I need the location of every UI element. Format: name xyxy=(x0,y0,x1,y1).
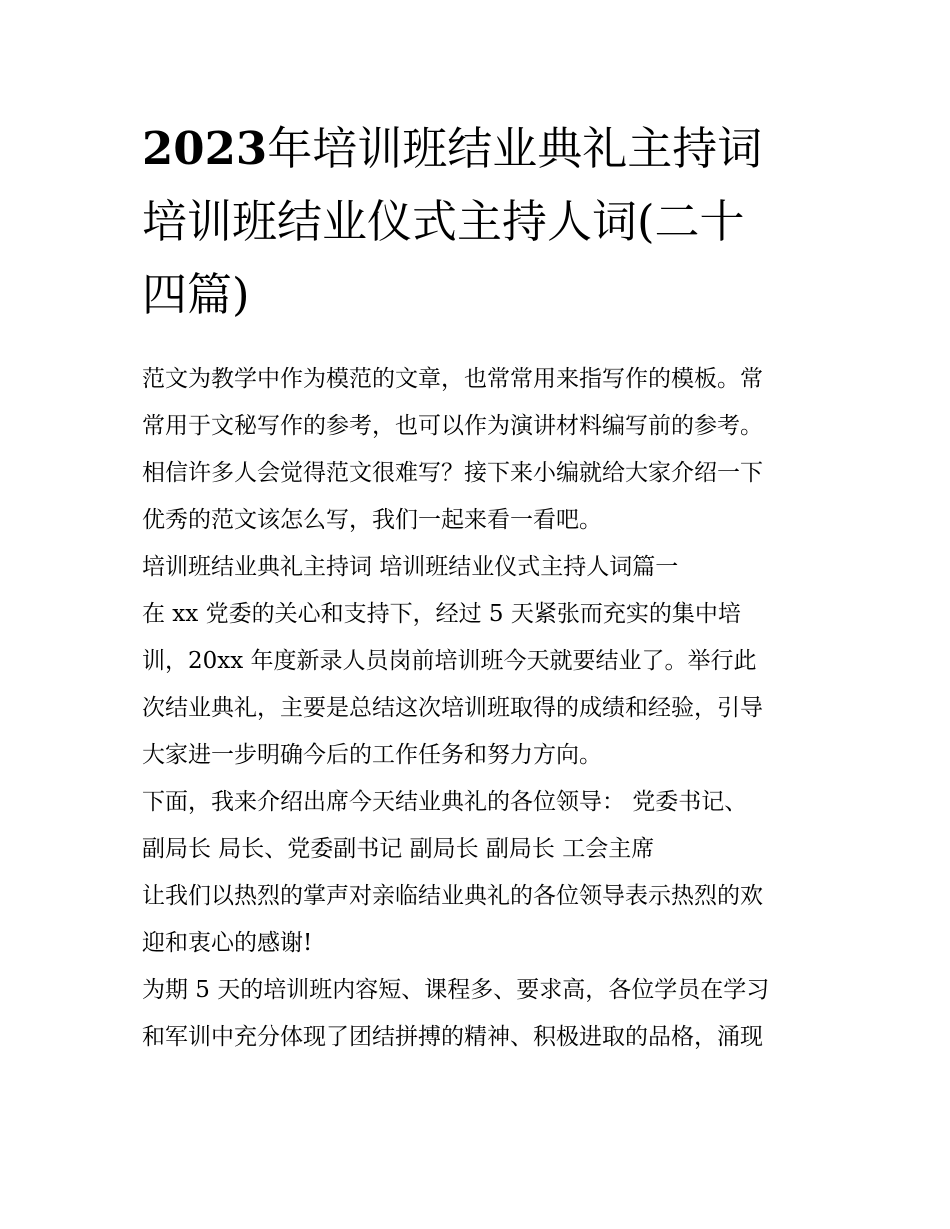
body-line: 优秀的范文该怎么写，我们一起来看一看吧。 xyxy=(142,507,602,533)
title-line-2: 培训班结业仪式主持人词(二十 xyxy=(142,195,745,248)
body-line: 下面，我来介绍出席今天结业典礼的各位领导： 党委书记、 xyxy=(142,789,748,815)
body-line: 让我们以热烈的掌声对亲临结业典礼的各位领导表示热烈的欢 xyxy=(142,883,763,909)
title-line-3: 四篇) xyxy=(142,268,250,321)
section-heading: 培训班结业典礼主持词 培训班结业仪式主持人词篇一 xyxy=(142,554,679,580)
title-line-1-text: 年培训班结业典礼主持词 xyxy=(267,122,763,175)
body-line: 迎和衷心的感谢! xyxy=(142,930,313,956)
body-line: 常用于文秘写作的参考，也可以作为演讲材料编写前的参考。 xyxy=(142,413,763,439)
body-line: 和军训中充分体现了团结拼搏的精神、积极进取的品格，涌现 xyxy=(142,1024,763,1050)
body-line: 大家进一步明确今后的工作任务和努力方向。 xyxy=(142,742,602,768)
body-line: 为期 5 天的培训班内容短、课程多、要求高，各位学员在学习 xyxy=(142,977,770,1003)
body-line: 在 xx 党委的关心和支持下，经过 5 天紧张而充实的集中培 xyxy=(142,601,741,627)
body-line: 副局长 局长、党委副书记 副局长 副局长 工会主席 xyxy=(142,836,655,862)
body-line: 次结业典礼，主要是总结这次培训班取得的成绩和经验，引导 xyxy=(142,695,763,721)
title-year: 2023 xyxy=(142,122,268,175)
body-line: 范文为教学中作为模范的文章，也常常用来指写作的模板。常 xyxy=(142,366,763,392)
title-line-1 xyxy=(142,112,822,185)
body-line: 训，20xx 年度新录人员岗前培训班今天就要结业了。举行此 xyxy=(142,648,757,674)
document-title xyxy=(142,112,822,331)
document-body xyxy=(142,356,822,1061)
body-line: 相信许多人会觉得范文很难写？接下来小编就给大家介绍一下 xyxy=(142,460,763,486)
